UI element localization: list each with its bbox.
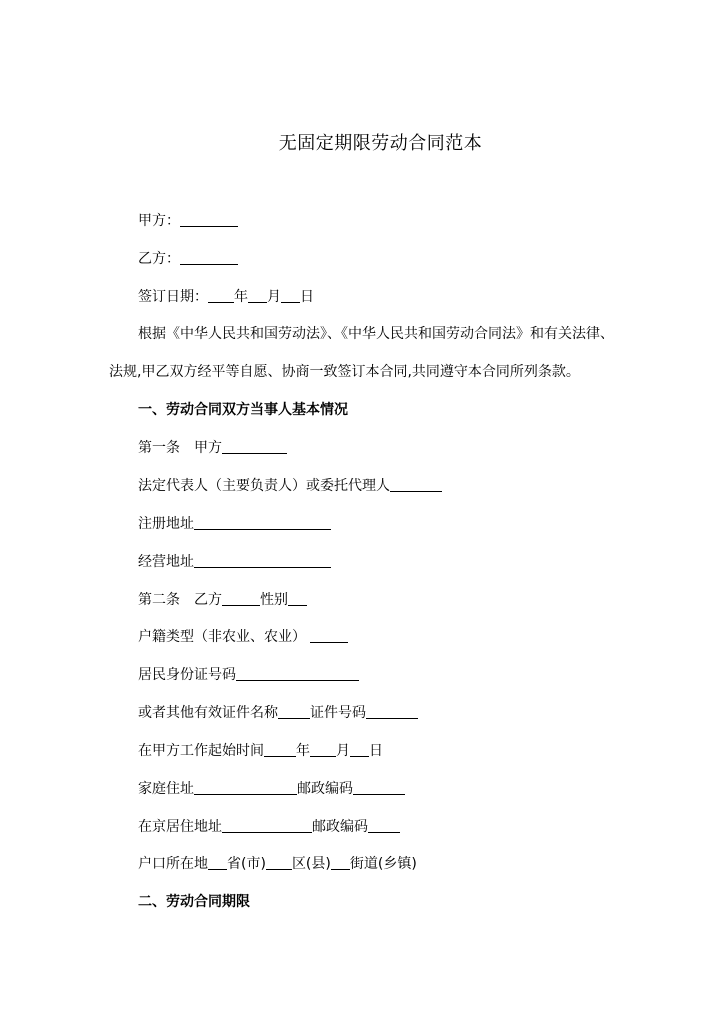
sign-month-blank[interactable] [248,287,267,303]
beijing-address-line [138,817,400,837]
sign-day-blank[interactable] [281,287,300,303]
start-work-line [138,741,383,761]
section-1-heading: 一、劳动合同双方当事人基本情况 [138,402,348,418]
hukou-district-label: 区(县) [291,856,331,872]
hukou-district-blank[interactable] [266,854,292,870]
article-1-party: 甲方 [194,440,222,456]
business-address-line [138,552,331,572]
home-address-label: 家庭住址 [138,781,194,797]
business-address-blank[interactable] [194,552,331,568]
sign-year-blank[interactable] [208,287,234,303]
section-2-heading: 二、劳动合同期限 [138,894,250,910]
start-work-year-label: 年 [296,743,310,759]
beijing-address-blank[interactable] [222,817,312,833]
id-number-line [138,665,359,685]
registered-address-line [138,514,331,534]
document-title: 无固定期限劳动合同范本 [278,133,483,154]
article-1-party-blank[interactable] [222,438,287,454]
household-type-line [138,627,348,647]
sign-date-label: 签订日期： [138,289,208,305]
beijing-postcode-blank[interactable] [368,817,400,833]
party-b-line [138,249,238,269]
business-address-label: 经营地址 [138,554,194,570]
other-id-line [138,703,418,723]
beijing-address-label: 在京居住地址 [138,819,222,835]
start-work-year-blank[interactable] [264,741,296,757]
other-id-name-label: 或者其他有效证件名称 [138,705,278,721]
article-2-line [138,590,307,610]
legal-rep-line [138,476,442,496]
article-2-label: 第二条 [138,592,180,608]
sign-month-label: 月 [267,289,281,305]
preamble-line-2: 法规,甲乙双方经平等自愿、协商一致签订本合同,共同遵守本合同所列条款。 [109,364,580,380]
home-postcode-blank[interactable] [353,779,405,795]
other-id-name-blank[interactable] [278,703,310,719]
sign-year-label: 年 [234,289,248,305]
start-work-label: 在甲方工作起始时间 [138,743,264,759]
legal-rep-blank[interactable] [390,476,442,492]
legal-rep-label: 法定代表人（主要负责人）或委托代理人 [138,478,390,494]
registered-address-blank[interactable] [194,514,331,530]
home-address-line [138,779,405,799]
party-b-blank[interactable] [180,249,238,265]
preamble-line-1: 根据《中华人民共和国劳动法》、《中华人民共和国劳动合同法》和有关法律、 [138,326,614,342]
hukou-street-blank[interactable] [331,854,350,870]
hukou-label: 户口所在地 [138,856,208,872]
other-id-number-blank[interactable] [366,703,418,719]
start-work-month-blank[interactable] [310,741,336,757]
party-a-label: 甲方： [138,213,180,229]
start-work-month-label: 月 [336,743,350,759]
hukou-line [138,854,417,874]
id-number-blank[interactable] [236,665,359,681]
sign-day-label: 日 [300,289,314,305]
article-1-label: 第一条 [138,440,180,456]
hukou-province-label: 省(市) [227,856,266,872]
household-type-label: 户籍类型（非农业、农业） [138,629,306,645]
gender-blank[interactable] [288,590,307,606]
start-work-day-label: 日 [369,743,383,759]
article-1-line [138,438,287,458]
home-postcode-label: 邮政编码 [297,781,353,797]
start-work-day-blank[interactable] [350,741,369,757]
article-2-party: 乙方 [194,592,222,608]
id-number-label: 居民身份证号码 [138,667,236,683]
registered-address-label: 注册地址 [138,516,194,532]
beijing-postcode-label: 邮政编码 [312,819,368,835]
sign-date-line [138,287,314,307]
article-2-party-blank[interactable] [222,590,260,606]
hukou-province-blank[interactable] [208,854,227,870]
household-type-blank[interactable] [310,627,348,643]
gender-label: 性别 [260,592,288,608]
party-b-label: 乙方： [138,251,180,267]
party-a-blank[interactable] [180,211,238,227]
hukou-street-label: 街道(乡镇) [349,856,417,872]
home-address-blank[interactable] [194,779,297,795]
other-id-number-label: 证件号码 [310,705,366,721]
party-a-line [138,211,238,231]
